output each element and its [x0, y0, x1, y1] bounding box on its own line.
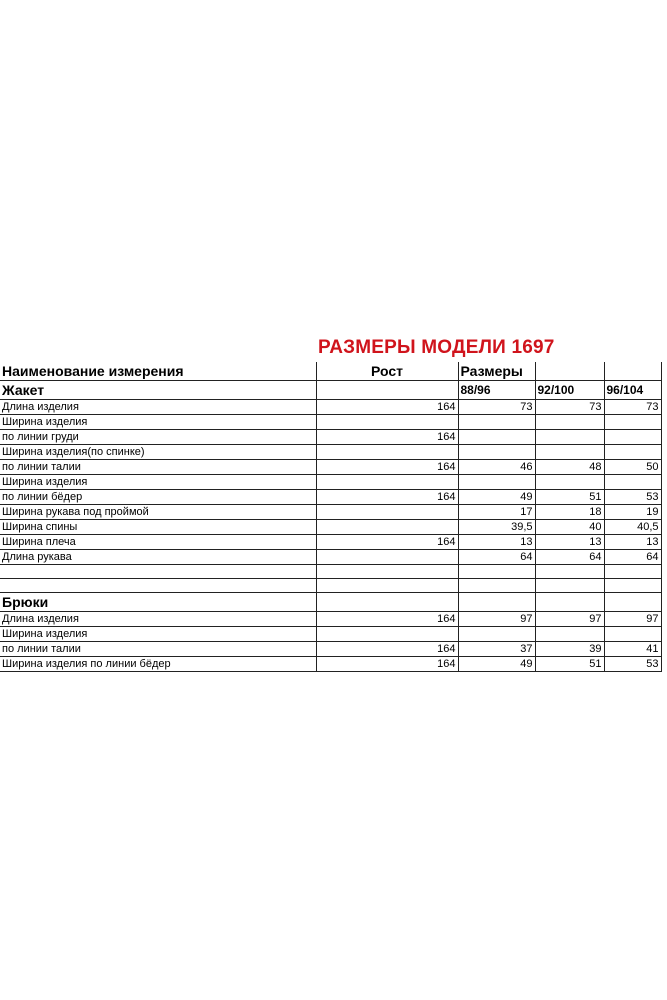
measurement-name: Ширина изделия(по спинке) — [0, 445, 316, 460]
height-value: 164 — [316, 657, 458, 672]
height-value: 164 — [316, 460, 458, 475]
measurement-name: Ширина спины — [0, 520, 316, 535]
height-value — [316, 415, 458, 430]
measurement-name: Ширина изделия — [0, 475, 316, 490]
height-value — [316, 445, 458, 460]
size-label-2: 92/100 — [535, 381, 604, 400]
height-value — [316, 627, 458, 642]
size-value-3: 40,5 — [604, 520, 661, 535]
size-value-2 — [535, 445, 604, 460]
size-value-2: 39 — [535, 642, 604, 657]
measurement-name: Ширина изделия — [0, 415, 316, 430]
size-value-1: 49 — [458, 490, 535, 505]
size-value-1: 39,5 — [458, 520, 535, 535]
table-row — [0, 520, 661, 535]
measurement-name: Длина изделия — [0, 612, 316, 627]
header-row — [0, 362, 661, 381]
height-value — [316, 505, 458, 520]
size-value-3: 19 — [604, 505, 661, 520]
size-value-3: 50 — [604, 460, 661, 475]
height-value: 164 — [316, 535, 458, 550]
table-row — [0, 535, 661, 550]
size-value-3 — [604, 415, 661, 430]
size-value-2: 97 — [535, 612, 604, 627]
size-value-3: 41 — [604, 642, 661, 657]
page-title: РАЗМЕРЫ МОДЕЛИ 1697 — [318, 337, 555, 358]
size-value-1 — [458, 627, 535, 642]
height-value — [316, 520, 458, 535]
table-row — [0, 490, 661, 505]
size-value-1: 64 — [458, 550, 535, 565]
size-value-3: 13 — [604, 535, 661, 550]
measurement-name: по линии талии — [0, 642, 316, 657]
size-value-2: 64 — [535, 550, 604, 565]
size-value-3 — [604, 475, 661, 490]
table-row — [0, 400, 661, 415]
size-value-2 — [535, 627, 604, 642]
measurement-name: Ширина рукава под проймой — [0, 505, 316, 520]
size-value-1 — [458, 475, 535, 490]
height-value: 164 — [316, 430, 458, 445]
size-value-1 — [458, 415, 535, 430]
height-value — [316, 550, 458, 565]
size-value-1: 97 — [458, 612, 535, 627]
measurement-name: по линии талии — [0, 460, 316, 475]
measurement-name: Ширина изделия — [0, 627, 316, 642]
table-row — [0, 642, 661, 657]
header-name: Наименование измерения — [0, 362, 316, 381]
table-row — [0, 550, 661, 565]
table-row — [0, 657, 661, 672]
size-value-1 — [458, 445, 535, 460]
size-value-2: 51 — [535, 490, 604, 505]
measurement-name: Ширина плеча — [0, 535, 316, 550]
size-value-1: 17 — [458, 505, 535, 520]
size-value-2 — [535, 430, 604, 445]
header-sizes: Размеры — [458, 362, 535, 381]
measurement-name: по линии бёдер — [0, 490, 316, 505]
jacket-section-title: Жакет — [0, 381, 316, 400]
size-value-3: 53 — [604, 657, 661, 672]
size-value-1: 49 — [458, 657, 535, 672]
height-value: 164 — [316, 490, 458, 505]
measurement-name: Длина рукава — [0, 550, 316, 565]
table-row — [0, 505, 661, 520]
table-row — [0, 415, 661, 430]
trousers-section-title: Брюки — [0, 593, 316, 612]
header-height: Рост — [316, 362, 458, 381]
size-value-2: 73 — [535, 400, 604, 415]
height-value: 164 — [316, 642, 458, 657]
size-value-2: 18 — [535, 505, 604, 520]
size-value-2: 13 — [535, 535, 604, 550]
jacket-section-row — [0, 381, 661, 400]
size-value-1: 46 — [458, 460, 535, 475]
table-row — [0, 445, 661, 460]
table-row — [0, 475, 661, 490]
size-value-1: 13 — [458, 535, 535, 550]
table-row — [0, 612, 661, 627]
size-value-1: 73 — [458, 400, 535, 415]
size-value-1 — [458, 430, 535, 445]
measurement-name: Длина изделия — [0, 400, 316, 415]
size-value-3: 53 — [604, 490, 661, 505]
size-value-1: 37 — [458, 642, 535, 657]
size-label-3: 96/104 — [604, 381, 661, 400]
size-value-3 — [604, 627, 661, 642]
size-value-3 — [604, 445, 661, 460]
measurement-name: Ширина изделия по линии бёдер — [0, 657, 316, 672]
size-value-2 — [535, 415, 604, 430]
size-value-3: 64 — [604, 550, 661, 565]
size-table — [0, 362, 662, 672]
size-value-3 — [604, 430, 661, 445]
size-value-3: 97 — [604, 612, 661, 627]
height-value: 164 — [316, 612, 458, 627]
empty-row — [0, 579, 661, 593]
height-value: 164 — [316, 400, 458, 415]
size-value-2: 48 — [535, 460, 604, 475]
table-row — [0, 627, 661, 642]
measurement-name: по линии груди — [0, 430, 316, 445]
size-value-2 — [535, 475, 604, 490]
table-row — [0, 460, 661, 475]
size-value-2: 40 — [535, 520, 604, 535]
table-row — [0, 430, 661, 445]
size-value-2: 51 — [535, 657, 604, 672]
height-value — [316, 475, 458, 490]
trousers-section-row — [0, 593, 661, 612]
size-label-1: 88/96 — [458, 381, 535, 400]
size-value-3: 73 — [604, 400, 661, 415]
empty-row — [0, 565, 661, 579]
